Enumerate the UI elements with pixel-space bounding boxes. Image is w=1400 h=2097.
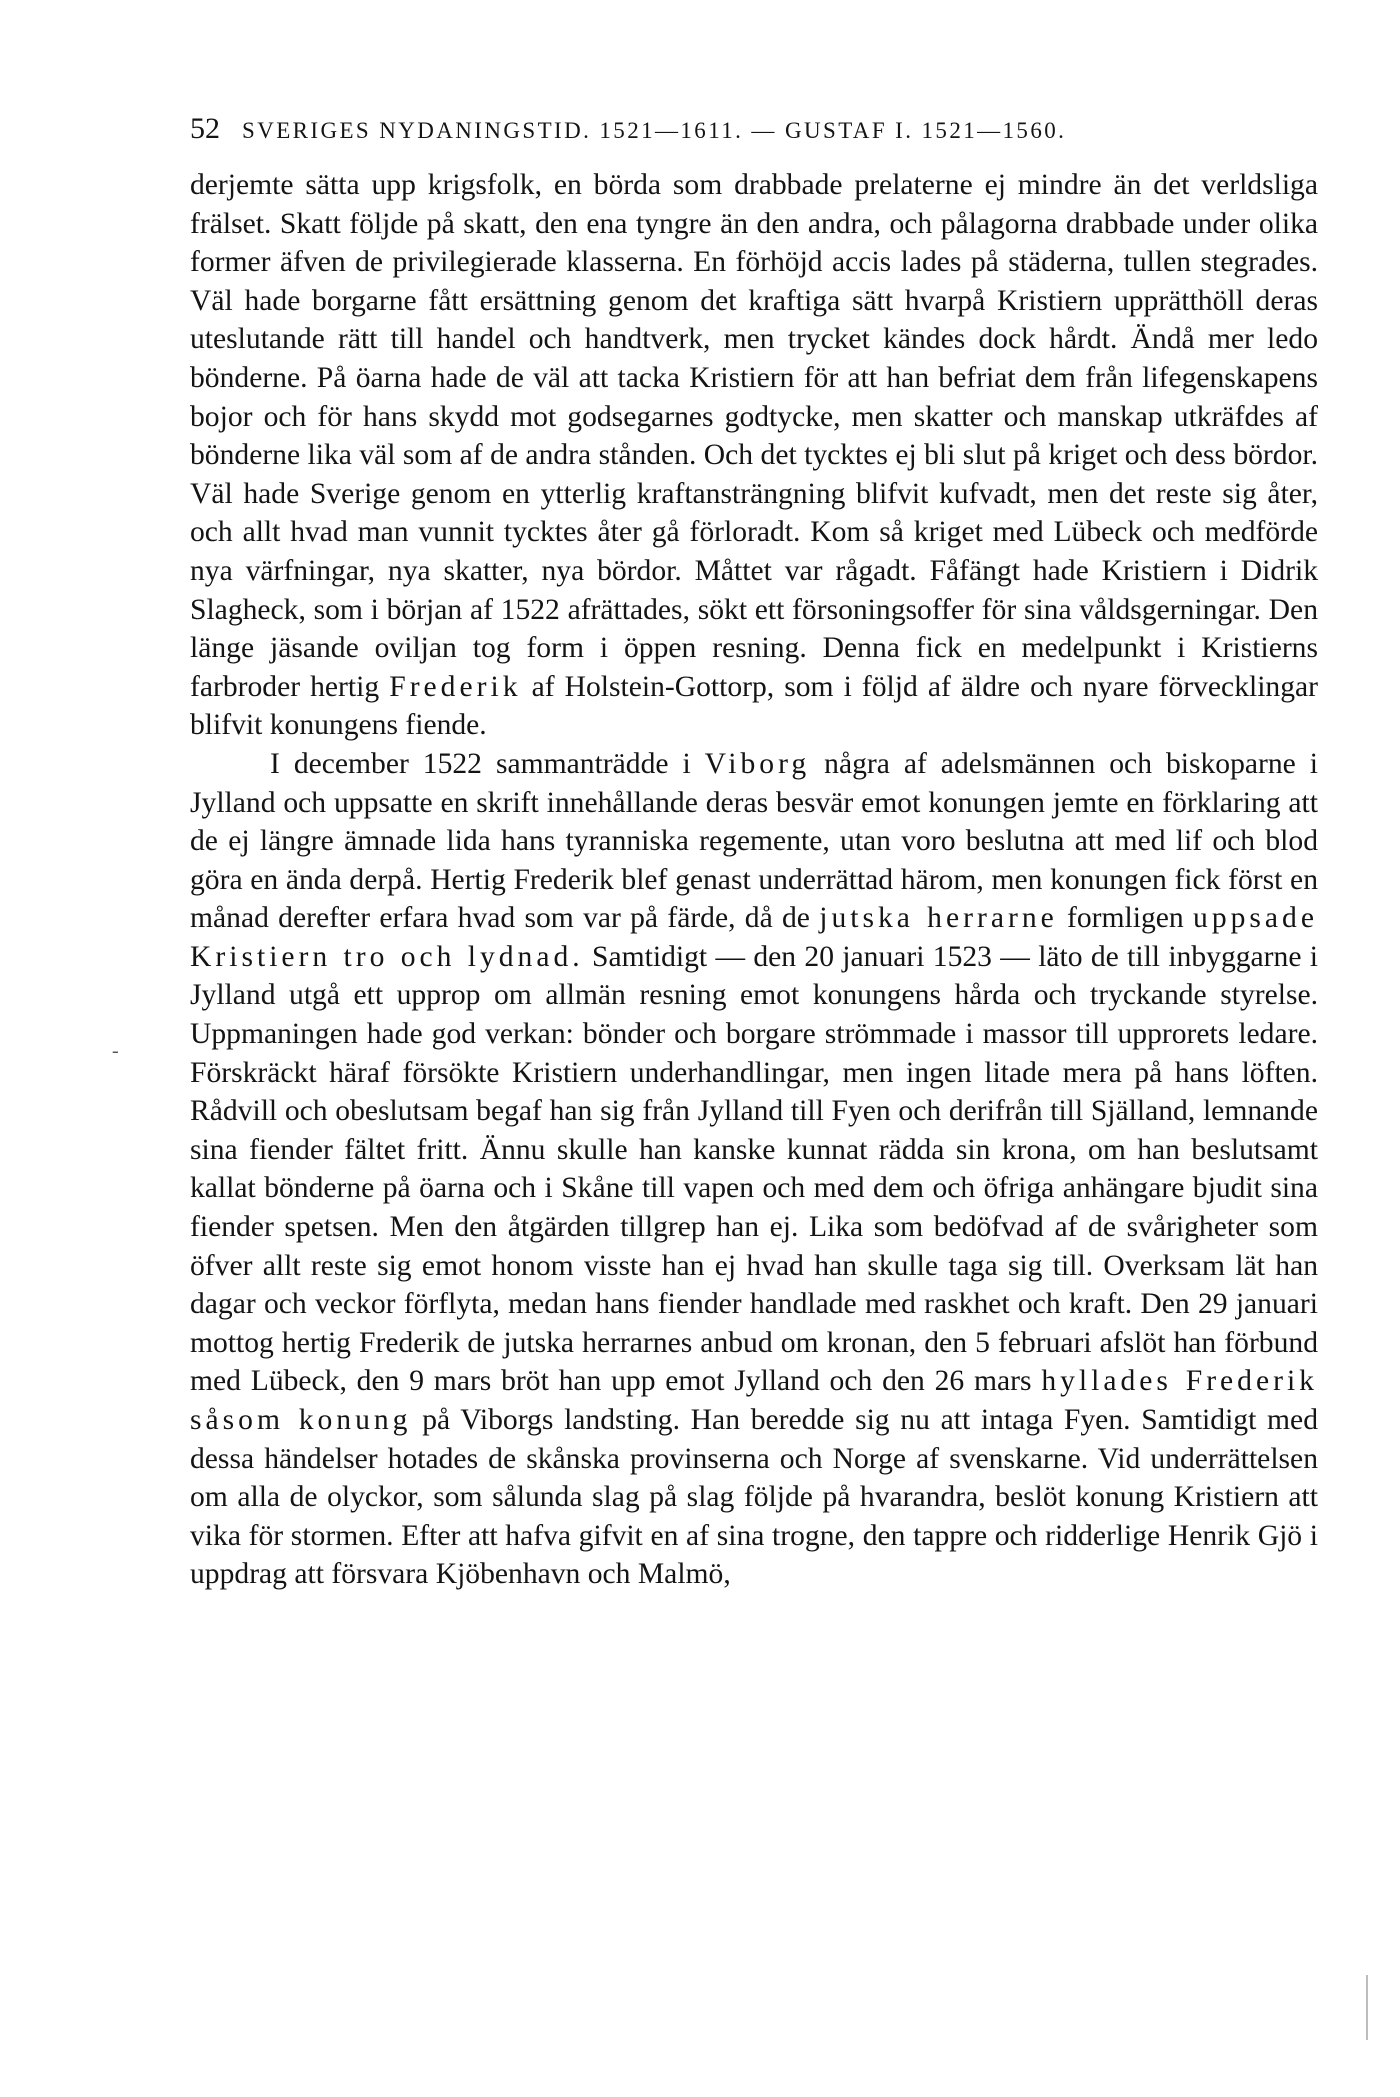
running-title: SVERIGES NYDANINGSTID. 1521—1611. — GUSTAF I. 1521—1560. [242,118,1067,143]
paragraph-2-text-a: I december 1522 sammanträdde i [270,747,691,780]
paragraph-1-text: derjemte sätta upp krigsfolk, en börda som drabbade prelaterne ej mindre än det verldsliga frälset. Skatt följde på skatt, den ena tyngre än den andra, och pålagorna drabbade under olika former äfven de privilegierade klasserna. En förhöjd accis lades på städerna, tullen stegrades. Väl hade borgarne fått ersättning genom det kraftiga sätt hvarpå Kristiern upprätthöll deras uteslutande rätt till handel och handtverk, men trycket kändes dock hårdt. Ändå mer ledo bönderne. På öarna hade de väl att tacka Kristiern för att han befriat dem från lifegenskapens bojor och för hans skydd mot godsegarnes godtycke, men skatter och manskap utkräfdes af bönderne lika väl som af de andra stånden. Och det tycktes ej bli slut på kriget och dess bördor. Väl hade Sverige genom en ytterlig kraftansträngning blifvit kufvadt, men det reste sig åter, och allt hvad man vunnit tycktes åter gå förloradt. Kom så kriget med Lübeck och medförde nya värfningar, nya skatter, nya bördor. Måttet var rågadt. Fåfängt hade Kristiern i Didrik Slagheck, som i början af 1522 afrättades, sökt ett försoningsoffer för sina våldsgerningar. Den länge jäsande oviljan tog form i öppen resning. Denna fick en medelpunkt i Kristierns farbroder hertig [190,169,1318,703]
paragraph-2-text-c: formligen [1067,902,1184,935]
name-frederik: Frederik [389,670,522,703]
body-text [190,166,1318,1594]
paragraph-2 [190,745,1318,1594]
page-number: 52 [190,112,220,145]
phrase-hyllades: hyllades Frederik såsom konung [190,1365,1318,1436]
paragraph-2-text-b: några af adelsmännen och biskoparne i Jylland och uppsatte en skrift innehållande deras besvär emot konungen jemte en förklaring att de ej längre ämnade lida hans tyranniska regemente, utan voro beslutna att med lif och blod göra en ända derpå. Hertig Frederik blef genast underrättad härom, men konungen fick först en månad derefter erfara hvad som var på färde, då de [190,747,1318,935]
phrase-uppsade: uppsade Kristiern tro och lydnad. [190,902,1318,973]
place-viborg: Viborg [704,747,811,780]
paragraph-1-end: af Holstein-Gottorp, som i följd af äldre och nyare förvecklingar blifvit konungens fiende. [190,670,1319,742]
scan-edge-line [1366,1975,1368,2040]
paragraph-1 [190,166,1318,745]
paragraph-2-text-d: Samtidigt — den 20 januari 1523 — läto de till inbyggarne i Jylland utgå ett upprop om allmän resning emot konungens hårda och tryckande styrelse. Uppmaningen hade god verkan: bönder och borgare strömmade i massor till upprorets ledare. Förskräckt häraf försökte Kristiern underhandlingar, men ingen litade mera på hans löften. Rådvill och obeslutsam begaf han sig från Jylland till Fyen och derifrån till Själland, lemnande sina fiender fältet fritt. Ännu skulle han kanske kunnat rädda sin krona, om han beslutsamt kallat bönderne på öarna och i Skåne till vapen och med dem och öfriga anhängare bjudit sina fiender spetsen. Men den åtgärden tillgrep han ej. Lika som bedöfvad af de svårigheter som öfver allt reste sig emot honom visste han ej hvad han skulle taga sig till. Overksam lät han dagar och veckor förflyta, medan hans fiender handlade med raskhet och kraft. Den 29 januari mottog hertig Frederik de jutska herrarnes anbud om kronan, den 5 februari afslöt han förbund med Lübeck, den 9 mars bröt han upp emot Jylland och den 26 mars [190,940,1319,1398]
book-page [190,112,1318,1594]
phrase-jutska-herrarne: jutska herrarne [819,902,1058,935]
margin-mark: - [112,1040,119,1062]
paragraph-2-text-e: på Viborgs landsting. Han beredde sig nu att intaga Fyen. Samtidigt med dessa händelser hotades de skånska provinserna och Norge af svenskarne. Vid underrättelsen om alla de olyckor, som sålunda slag på slag följde på hvarandra, beslöt konung Kristiern att vika för stormen. Efter att hafva gifvit en af sina trogne, den tappre och ridderlige Henrik Gjö i uppdrag att försvara Kjöbenhavn och Malmö, [190,1404,1318,1591]
running-head [190,112,1318,152]
